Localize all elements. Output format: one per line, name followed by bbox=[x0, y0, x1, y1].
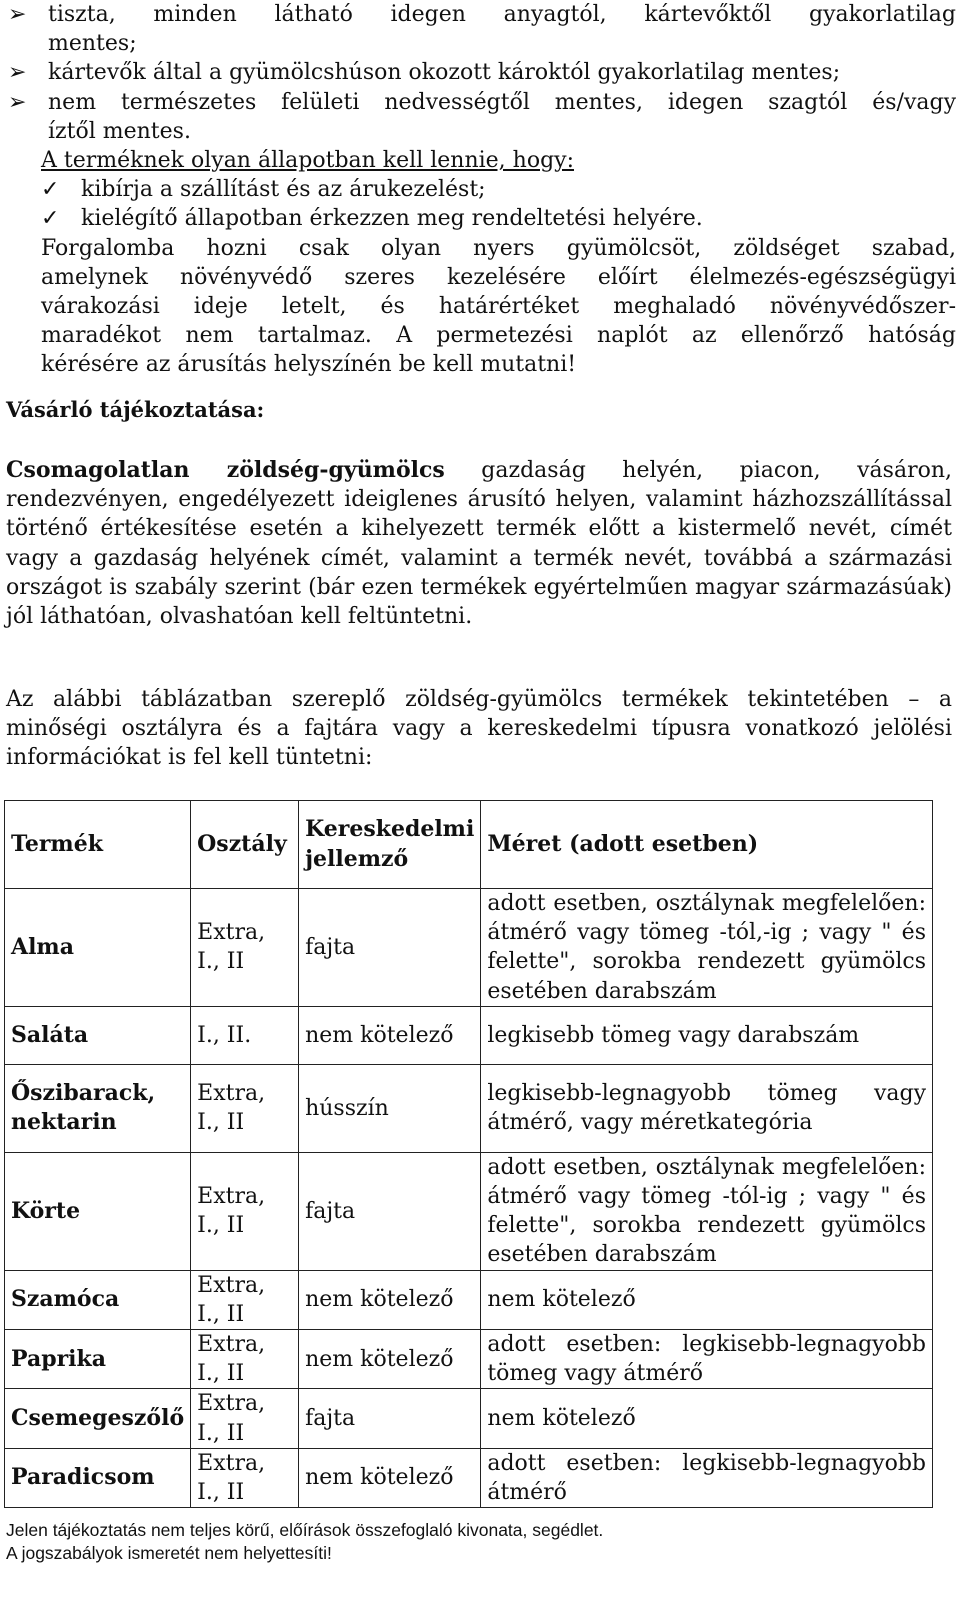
cell-meret: adott esetben, osztálynak megfelelően: átmérő vagy tömeg -tól-ig ; vagy " és felette", sorokba rendezett gyümölcs esetében darabszám bbox=[481, 1152, 933, 1270]
table-row bbox=[5, 1330, 933, 1389]
requirements-list bbox=[8, 0, 956, 380]
table-row bbox=[5, 1270, 933, 1329]
forgalom-line: Forgalomba hozni csak olyan nyers gyümölcsöt, zöldséget szabad, bbox=[41, 235, 956, 261]
table-row bbox=[5, 1152, 933, 1270]
table-header-row bbox=[5, 801, 933, 889]
cell-termek: Paradicsom bbox=[5, 1448, 191, 1507]
footer-line: A jogszabályok ismeretét nem helyettesíti! bbox=[6, 1543, 332, 1563]
cell-osztaly: I., II. bbox=[191, 1006, 299, 1064]
info-paragraph-text: gazdaság helyén, piacon, vásáron, rendezvényen, engedélyezett ideiglenes árusító helyen, valamint házhozszállítással történő értékesítése esetén a kihelyezett termék előtt a kistermelő nevét, címét vagy a gazdaság helyének címét, valamint a termék nevét, továbbá a származási országot is szabály szerint (bár ezen termékek egyértelműen magyar származásúak) jól láthatóan, olvashatóan kell feltüntetni. bbox=[6, 458, 952, 630]
header-termek: Termék bbox=[5, 801, 191, 889]
checkmark-icon: ✓ bbox=[41, 206, 60, 232]
requirement-intro: A terméknek olyan állapotban kell lennie, hogy: bbox=[41, 148, 574, 174]
cell-termek: Szamóca bbox=[5, 1270, 191, 1329]
table-row bbox=[5, 1064, 933, 1152]
cell-jellemzo: nem kötelező bbox=[299, 1270, 481, 1329]
footer-line: Jelen tájékoztatás nem teljes körű, előírások összefoglaló kivonata, segédlet. bbox=[6, 1520, 604, 1540]
cell-osztaly: Extra, I., II bbox=[191, 1330, 299, 1389]
cell-meret: legkisebb tömeg vagy darabszám bbox=[481, 1006, 933, 1064]
bullet-text: tiszta, minden látható idegen anyagtól, kártevőktől gyakorlatilag bbox=[48, 2, 956, 27]
table-row bbox=[5, 1006, 933, 1064]
cell-jellemzo: nem kötelező bbox=[299, 1330, 481, 1389]
table-row bbox=[5, 889, 933, 1007]
bullet-text-continuation: íztől mentes. bbox=[48, 118, 191, 144]
check-text: kibírja a szállítást és az árukezelést; bbox=[81, 177, 486, 203]
arrow-bullet-icon: ➢ bbox=[8, 2, 27, 27]
cell-meret: nem kötelező bbox=[481, 1270, 933, 1329]
check-text: kielégítő állapotban érkezzen meg rendeltetési helyére. bbox=[81, 206, 703, 232]
info-paragraph-bold: Csomagolatlan zöldség-gyümölcs bbox=[6, 457, 445, 483]
checkmark-icon: ✓ bbox=[41, 177, 60, 203]
bullet-text: kártevők által a gyümölcshúson okozott károktól gyakorlatilag mentes; bbox=[48, 60, 841, 86]
table-row bbox=[5, 1448, 933, 1507]
cell-meret: adott esetben, osztálynak megfelelően: átmérő vagy tömeg -tól,-ig ; vagy " és felette", sorokba rendezett gyümölcs esetében darabszám bbox=[481, 889, 933, 1007]
cell-termek: Paprika bbox=[5, 1330, 191, 1389]
cell-osztaly: Extra, I., II bbox=[191, 1064, 299, 1152]
check-item bbox=[8, 204, 956, 233]
cell-termek: Alma bbox=[5, 889, 191, 1007]
arrow-bullet-item bbox=[8, 88, 956, 117]
cell-termek: Csemegeszőlő bbox=[5, 1389, 191, 1448]
cell-meret: adott esetben: legkisebb-legnagyobb tömeg vagy átmérő bbox=[481, 1330, 933, 1389]
header-meret: Méret (adott esetben) bbox=[481, 801, 933, 889]
cell-jellemzo: fajta bbox=[299, 1152, 481, 1270]
cell-termek: Saláta bbox=[5, 1006, 191, 1064]
cell-jellemzo: fajta bbox=[299, 889, 481, 1007]
cell-osztaly: Extra, I., II bbox=[191, 1270, 299, 1329]
cell-osztaly: Extra, I., II bbox=[191, 1448, 299, 1507]
arrow-bullet-item bbox=[8, 0, 956, 29]
check-item bbox=[8, 175, 956, 204]
forgalom-line: várakozási ideje letelt, és határértéket meghaladó növényvédőszer- bbox=[41, 294, 956, 320]
cell-meret: legkisebb-legnagyobb tömeg vagy átmérő, vagy méretkategória bbox=[481, 1064, 933, 1152]
header-jellemzo: Kereskedelmi jellemző bbox=[299, 801, 481, 889]
arrow-bullet-icon: ➢ bbox=[8, 89, 27, 115]
header-osztaly: Osztály bbox=[191, 801, 299, 889]
cell-jellemzo: nem kötelező bbox=[299, 1006, 481, 1064]
cell-osztaly: Extra, I., II bbox=[191, 1389, 299, 1448]
forgalom-paragraph bbox=[8, 234, 956, 380]
cell-jellemzo: fajta bbox=[299, 1389, 481, 1448]
cell-osztaly: Extra, I., II bbox=[191, 889, 299, 1007]
cell-termek: Körte bbox=[5, 1152, 191, 1270]
forgalom-line: kérésére az árusítás helyszínén be kell mutatni! bbox=[41, 352, 577, 378]
forgalom-line: maradékot nem tartalmaz. A permetezési naplót az ellenőrző hatóság bbox=[41, 323, 956, 349]
bullet-text-continuation: mentes; bbox=[48, 31, 137, 57]
section-heading: Vásárló tájékoztatása: bbox=[6, 397, 265, 422]
cell-jellemzo: hússzín bbox=[299, 1064, 481, 1152]
table-intro-paragraph: Az alábbi táblázatban szereplő zöldség-gyümölcs termékek tekintetében – a minőségi osztályra és a fajtára vagy a kereskedelmi típusra vonatkozó jelölési információkat is fel kell tüntetni: bbox=[6, 687, 952, 771]
table-row bbox=[5, 1389, 933, 1448]
arrow-bullet-icon: ➢ bbox=[8, 60, 27, 86]
footer-note bbox=[6, 1519, 603, 1565]
forgalom-line: amelynek növényvédő szeres kezelésére előírt élelmezés-egészségügyi bbox=[41, 264, 956, 290]
bullet-text: nem természetes felületi nedvességtől mentes, idegen szagtól és/vagy bbox=[48, 89, 956, 115]
arrow-bullet-item bbox=[8, 58, 956, 87]
cell-osztaly: Extra, I., II bbox=[191, 1152, 299, 1270]
cell-jellemzo: nem kötelező bbox=[299, 1448, 481, 1507]
labeling-table bbox=[4, 800, 933, 1508]
cell-termek: Őszibarack, nektarin bbox=[5, 1064, 191, 1152]
cell-meret: adott esetben: legkisebb-legnagyobb átmérő bbox=[481, 1448, 933, 1507]
info-paragraph bbox=[6, 456, 952, 631]
cell-meret: nem kötelező bbox=[481, 1389, 933, 1448]
